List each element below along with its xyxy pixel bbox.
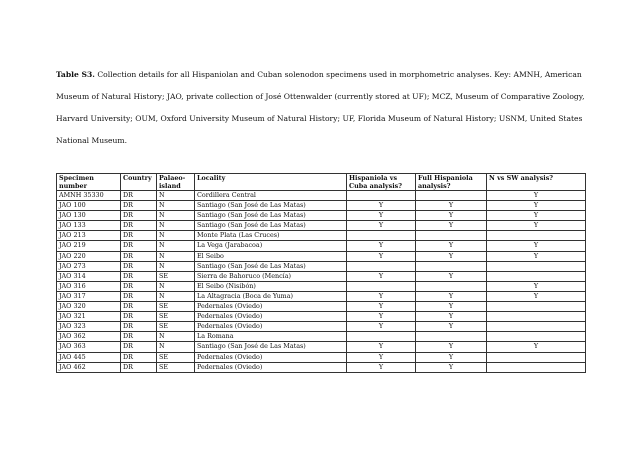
table-cell: SE xyxy=(157,302,195,312)
table-cell: N xyxy=(157,201,195,211)
column-header: Hispaniola vs Cuba analysis? xyxy=(347,174,416,191)
table-cell: DR xyxy=(121,302,157,312)
table-cell: DR xyxy=(121,221,157,231)
table-cell: AMNH 35330 xyxy=(57,191,121,201)
table-cell: Y xyxy=(416,342,487,352)
table-cell: DR xyxy=(121,312,157,322)
column-header: N vs SW analysis? xyxy=(487,174,586,191)
table-cell: N xyxy=(157,261,195,271)
table-cell xyxy=(416,191,487,201)
table-cell: Y xyxy=(347,352,416,362)
table-cell: Y xyxy=(416,302,487,312)
table-cell: Pedernales (Oviedo) xyxy=(195,322,347,332)
table-cell: Y xyxy=(487,281,586,291)
table-cell: DR xyxy=(121,352,157,362)
table-row xyxy=(57,271,586,281)
table-cell: N xyxy=(157,281,195,291)
table-cell: Santiago (San José de Las Matas) xyxy=(195,261,347,271)
table-cell: Pedernales (Oviedo) xyxy=(195,362,347,372)
table-cell: SE xyxy=(157,271,195,281)
table-row xyxy=(57,211,586,221)
table-cell xyxy=(487,332,586,342)
table-cell: Santiago (San José de Las Matas) xyxy=(195,201,347,211)
caption-label: Table S3. xyxy=(56,70,95,79)
table-cell: JAO 323 xyxy=(57,322,121,332)
table-row xyxy=(57,251,586,261)
table-row xyxy=(57,231,586,241)
table-cell: SE xyxy=(157,352,195,362)
table-cell xyxy=(487,302,586,312)
table-cell: Y xyxy=(416,362,487,372)
table-cell xyxy=(487,322,586,332)
table-cell: Cordillera Central xyxy=(195,191,347,201)
table-row xyxy=(57,352,586,362)
table-cell: Pedernales (Oviedo) xyxy=(195,312,347,322)
table-cell: N xyxy=(157,332,195,342)
table-cell xyxy=(487,271,586,281)
table-cell: SE xyxy=(157,362,195,372)
table-cell: Pedernales (Oviedo) xyxy=(195,302,347,312)
table-cell: N xyxy=(157,241,195,251)
table-cell: Y xyxy=(487,342,586,352)
table-cell xyxy=(487,231,586,241)
table-cell: Y xyxy=(487,291,586,301)
table-cell: SE xyxy=(157,322,195,332)
table-cell: Y xyxy=(416,352,487,362)
column-header: Specimen number xyxy=(57,174,121,191)
table-cell xyxy=(487,352,586,362)
table-cell: Y xyxy=(347,322,416,332)
table-row xyxy=(57,191,586,201)
table-cell: Santiago (San José de Las Matas) xyxy=(195,211,347,221)
specimen-table xyxy=(56,173,586,373)
table-cell: JAO 362 xyxy=(57,332,121,342)
table-cell: Y xyxy=(416,251,487,261)
table-cell: La Altagracia (Boca de Yuma) xyxy=(195,291,347,301)
table-cell: JAO 363 xyxy=(57,342,121,352)
table-cell: Y xyxy=(347,271,416,281)
table-cell: La Romana xyxy=(195,332,347,342)
table-row xyxy=(57,281,586,291)
table-cell: Y xyxy=(487,251,586,261)
table-cell: DR xyxy=(121,251,157,261)
table-cell: DR xyxy=(121,322,157,332)
table-cell: JAO 220 xyxy=(57,251,121,261)
table-cell xyxy=(416,281,487,291)
table-cell: JAO 314 xyxy=(57,271,121,281)
table-cell: Sierra de Bahoruco (Mencía) xyxy=(195,271,347,281)
table-cell: Y xyxy=(347,251,416,261)
table-cell: Y xyxy=(416,211,487,221)
table-cell: El Seibo (Nisibón) xyxy=(195,281,347,291)
table-caption xyxy=(56,64,596,152)
table-cell: N xyxy=(157,342,195,352)
table-row xyxy=(57,302,586,312)
table-cell: Santiago (San José de Las Matas) xyxy=(195,221,347,231)
table-row xyxy=(57,312,586,322)
table-cell xyxy=(347,231,416,241)
table-cell xyxy=(347,191,416,201)
table-cell: JAO 445 xyxy=(57,352,121,362)
table-cell: La Vega (Jarabacoa) xyxy=(195,241,347,251)
caption-text: Collection details for all Hispaniolan and Cuban solenodon specimens used in morphometric analyses. Key: AMNH, American Museum of Natural History; JAO, private collection of José Ottenwalder (currently stored at UF); MCZ, Museum of Comparative Zoology, Harvard University; OUM, Oxford University Museum of Natural History; UF, Florida Museum of Natural History; USNM, United States National Museum. xyxy=(56,70,585,145)
table-cell: JAO 273 xyxy=(57,261,121,271)
table-cell: DR xyxy=(121,362,157,372)
table-row xyxy=(57,332,586,342)
table-cell: Y xyxy=(416,322,487,332)
table-cell: Santiago (San José de Las Matas) xyxy=(195,342,347,352)
table-cell: Y xyxy=(416,312,487,322)
table-cell: DR xyxy=(121,271,157,281)
table-row xyxy=(57,241,586,251)
table-body xyxy=(57,191,586,373)
table-cell: JAO 316 xyxy=(57,281,121,291)
table-cell: JAO 320 xyxy=(57,302,121,312)
table-cell: Y xyxy=(347,342,416,352)
table-cell: Y xyxy=(347,221,416,231)
table-cell: Monte Plata (Las Cruces) xyxy=(195,231,347,241)
table-cell: Y xyxy=(487,191,586,201)
column-header: Full Hispaniola analysis? xyxy=(416,174,487,191)
table-cell xyxy=(347,332,416,342)
table-cell: Y xyxy=(487,241,586,251)
table-cell xyxy=(487,312,586,322)
table-cell: JAO 219 xyxy=(57,241,121,251)
table-cell: DR xyxy=(121,231,157,241)
table-row xyxy=(57,322,586,332)
header-row xyxy=(57,174,586,191)
table-cell: DR xyxy=(121,191,157,201)
table-cell: Y xyxy=(416,291,487,301)
table-cell: N xyxy=(157,211,195,221)
table-cell xyxy=(487,362,586,372)
table-cell xyxy=(416,332,487,342)
table-cell: JAO 317 xyxy=(57,291,121,301)
table-cell: N xyxy=(157,221,195,231)
table-cell: Y xyxy=(347,312,416,322)
table-cell: JAO 462 xyxy=(57,362,121,372)
table-cell xyxy=(347,261,416,271)
table-cell: JAO 130 xyxy=(57,211,121,221)
table-cell: Y xyxy=(347,241,416,251)
table-cell: Y xyxy=(347,291,416,301)
table-row xyxy=(57,201,586,211)
table-row xyxy=(57,261,586,271)
table-cell: Y xyxy=(347,201,416,211)
table-cell: Y xyxy=(416,241,487,251)
column-header: Palaeo-island xyxy=(157,174,195,191)
table-cell: DR xyxy=(121,342,157,352)
table-cell: Pedernales (Oviedo) xyxy=(195,352,347,362)
table-cell: DR xyxy=(121,211,157,221)
column-header: Country xyxy=(121,174,157,191)
table-cell: DR xyxy=(121,241,157,251)
table-cell: Y xyxy=(347,211,416,221)
table-cell: JAO 100 xyxy=(57,201,121,211)
table-cell xyxy=(487,261,586,271)
table-cell: JAO 133 xyxy=(57,221,121,231)
table-cell: DR xyxy=(121,291,157,301)
table-cell: Y xyxy=(487,211,586,221)
table-cell: Y xyxy=(347,362,416,372)
table-cell: JAO 213 xyxy=(57,231,121,241)
column-header: Locality xyxy=(195,174,347,191)
table-cell xyxy=(347,281,416,291)
table-cell: N xyxy=(157,291,195,301)
table-header xyxy=(57,174,586,191)
table-cell xyxy=(416,261,487,271)
table-cell: Y xyxy=(347,302,416,312)
table-cell: DR xyxy=(121,281,157,291)
table-cell: El Seibo xyxy=(195,251,347,261)
table-cell: SE xyxy=(157,312,195,322)
table-cell: Y xyxy=(416,271,487,281)
table-row xyxy=(57,291,586,301)
table-cell: Y xyxy=(487,201,586,211)
table-row xyxy=(57,362,586,372)
table-cell: JAO 321 xyxy=(57,312,121,322)
table-cell: DR xyxy=(121,332,157,342)
table-row xyxy=(57,221,586,231)
table-cell: DR xyxy=(121,261,157,271)
table-cell: Y xyxy=(416,201,487,211)
table-cell: N xyxy=(157,231,195,241)
table-cell: Y xyxy=(487,221,586,231)
table-cell xyxy=(416,231,487,241)
table-row xyxy=(57,342,586,352)
table-cell: DR xyxy=(121,201,157,211)
table-cell: N xyxy=(157,191,195,201)
table-cell: Y xyxy=(416,221,487,231)
table-cell: N xyxy=(157,251,195,261)
